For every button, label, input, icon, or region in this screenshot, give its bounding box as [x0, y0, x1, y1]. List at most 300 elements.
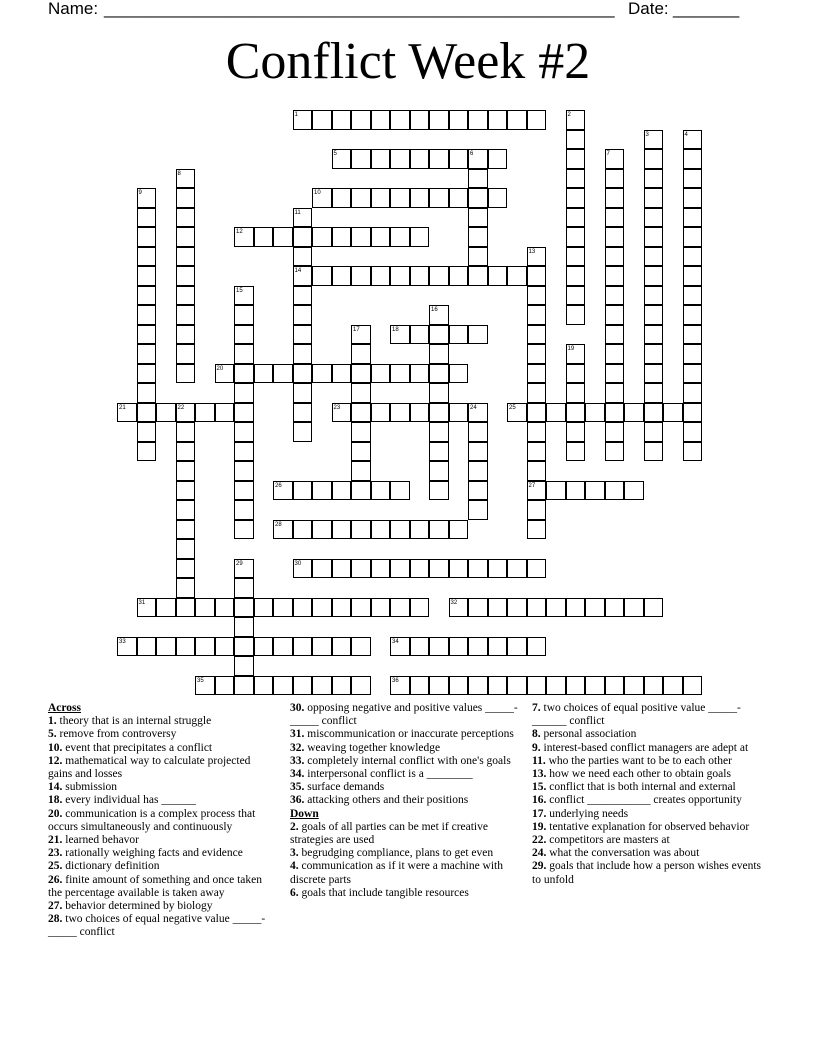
grid-cell[interactable] — [683, 130, 703, 150]
grid-cell[interactable] — [371, 520, 391, 540]
grid-cell[interactable] — [215, 598, 235, 618]
grid-cell[interactable] — [644, 305, 664, 325]
grid-cell[interactable] — [176, 266, 196, 286]
grid-cell[interactable] — [644, 227, 664, 247]
grid-cell[interactable] — [351, 676, 371, 696]
grid-cell[interactable] — [566, 286, 586, 306]
grid-cell[interactable] — [215, 676, 235, 696]
grid-cell[interactable] — [273, 637, 293, 657]
grid-cell[interactable] — [215, 403, 235, 423]
grid-cell[interactable] — [527, 442, 547, 462]
grid-cell[interactable] — [488, 676, 508, 696]
grid-cell[interactable] — [332, 637, 352, 657]
grid-cell[interactable] — [429, 305, 449, 325]
grid-cell[interactable] — [390, 676, 410, 696]
grid-cell[interactable] — [293, 208, 313, 228]
grid-cell[interactable] — [351, 559, 371, 579]
grid-cell[interactable] — [176, 325, 196, 345]
grid-cell[interactable] — [195, 403, 215, 423]
grid-cell[interactable] — [312, 110, 332, 130]
grid-cell[interactable] — [507, 598, 527, 618]
grid-cell[interactable] — [683, 305, 703, 325]
grid-cell[interactable] — [429, 149, 449, 169]
grid-cell[interactable] — [410, 403, 430, 423]
grid-cell[interactable] — [273, 598, 293, 618]
grid-cell[interactable] — [546, 481, 566, 501]
grid-cell[interactable] — [449, 598, 469, 618]
grid-cell[interactable] — [254, 227, 274, 247]
grid-cell[interactable] — [585, 403, 605, 423]
grid-cell[interactable] — [195, 637, 215, 657]
grid-cell[interactable] — [293, 305, 313, 325]
grid-cell[interactable] — [468, 247, 488, 267]
grid-cell[interactable] — [234, 325, 254, 345]
grid-cell[interactable] — [468, 227, 488, 247]
grid-cell[interactable] — [429, 559, 449, 579]
grid-cell[interactable] — [605, 481, 625, 501]
grid-cell[interactable] — [410, 364, 430, 384]
grid-cell[interactable] — [546, 598, 566, 618]
grid-cell[interactable] — [644, 188, 664, 208]
grid-cell[interactable] — [566, 344, 586, 364]
grid-cell[interactable] — [176, 481, 196, 501]
grid-cell[interactable] — [176, 559, 196, 579]
grid-cell[interactable] — [410, 559, 430, 579]
grid-cell[interactable] — [527, 637, 547, 657]
grid-cell[interactable] — [683, 266, 703, 286]
grid-cell[interactable] — [351, 325, 371, 345]
grid-cell[interactable] — [312, 676, 332, 696]
grid-cell[interactable] — [683, 247, 703, 267]
grid-cell[interactable] — [351, 481, 371, 501]
grid-cell[interactable] — [605, 305, 625, 325]
grid-cell[interactable] — [195, 676, 215, 696]
grid-cell[interactable] — [234, 559, 254, 579]
grid-cell[interactable] — [527, 247, 547, 267]
grid-cell[interactable] — [273, 520, 293, 540]
grid-cell[interactable] — [468, 110, 488, 130]
grid-cell[interactable] — [351, 637, 371, 657]
grid-cell[interactable] — [624, 481, 644, 501]
grid-cell[interactable] — [507, 559, 527, 579]
grid-cell[interactable] — [293, 598, 313, 618]
grid-cell[interactable] — [137, 403, 157, 423]
grid-cell[interactable] — [390, 266, 410, 286]
grid-cell[interactable] — [468, 442, 488, 462]
grid-cell[interactable] — [605, 169, 625, 189]
grid-cell[interactable] — [566, 149, 586, 169]
grid-cell[interactable] — [644, 344, 664, 364]
grid-cell[interactable] — [176, 247, 196, 267]
grid-cell[interactable] — [137, 247, 157, 267]
grid-cell[interactable] — [117, 637, 137, 657]
grid-cell[interactable] — [234, 637, 254, 657]
grid-cell[interactable] — [176, 305, 196, 325]
grid-cell[interactable] — [663, 403, 683, 423]
grid-cell[interactable] — [488, 266, 508, 286]
grid-cell[interactable] — [527, 364, 547, 384]
grid-cell[interactable] — [605, 442, 625, 462]
grid-cell[interactable] — [605, 364, 625, 384]
grid-cell[interactable] — [137, 383, 157, 403]
grid-cell[interactable] — [390, 364, 410, 384]
grid-cell[interactable] — [137, 637, 157, 657]
grid-cell[interactable] — [234, 403, 254, 423]
grid-cell[interactable] — [351, 266, 371, 286]
grid-cell[interactable] — [449, 637, 469, 657]
grid-cell[interactable] — [137, 598, 157, 618]
grid-cell[interactable] — [390, 188, 410, 208]
grid-cell[interactable] — [663, 676, 683, 696]
grid-cell[interactable] — [332, 149, 352, 169]
grid-cell[interactable] — [371, 598, 391, 618]
grid-cell[interactable] — [488, 637, 508, 657]
grid-cell[interactable] — [137, 266, 157, 286]
grid-cell[interactable] — [176, 403, 196, 423]
grid-cell[interactable] — [215, 637, 235, 657]
grid-cell[interactable] — [137, 442, 157, 462]
grid-cell[interactable] — [332, 403, 352, 423]
grid-cell[interactable] — [566, 481, 586, 501]
grid-cell[interactable] — [527, 325, 547, 345]
grid-cell[interactable] — [410, 598, 430, 618]
grid-cell[interactable] — [468, 266, 488, 286]
grid-cell[interactable] — [507, 403, 527, 423]
grid-cell[interactable] — [546, 676, 566, 696]
grid-cell[interactable] — [449, 266, 469, 286]
grid-cell[interactable] — [468, 676, 488, 696]
grid-cell[interactable] — [429, 481, 449, 501]
grid-cell[interactable] — [644, 422, 664, 442]
grid-cell[interactable] — [566, 110, 586, 130]
grid-cell[interactable] — [429, 637, 449, 657]
grid-cell[interactable] — [137, 364, 157, 384]
date-field[interactable]: _______ — [673, 0, 740, 18]
grid-cell[interactable] — [468, 325, 488, 345]
grid-cell[interactable] — [390, 110, 410, 130]
grid-cell[interactable] — [176, 442, 196, 462]
grid-cell[interactable] — [371, 110, 391, 130]
grid-cell[interactable] — [624, 403, 644, 423]
grid-cell[interactable] — [351, 364, 371, 384]
grid-cell[interactable] — [527, 559, 547, 579]
grid-cell[interactable] — [390, 481, 410, 501]
grid-cell[interactable] — [468, 481, 488, 501]
grid-cell[interactable] — [527, 266, 547, 286]
grid-cell[interactable] — [468, 188, 488, 208]
grid-cell[interactable] — [566, 188, 586, 208]
grid-cell[interactable] — [468, 149, 488, 169]
grid-cell[interactable] — [390, 598, 410, 618]
grid-cell[interactable] — [683, 364, 703, 384]
grid-cell[interactable] — [332, 227, 352, 247]
grid-cell[interactable] — [293, 481, 313, 501]
grid-cell[interactable] — [527, 500, 547, 520]
grid-cell[interactable] — [351, 344, 371, 364]
grid-cell[interactable] — [624, 598, 644, 618]
grid-cell[interactable] — [234, 676, 254, 696]
grid-cell[interactable] — [507, 637, 527, 657]
grid-cell[interactable] — [234, 442, 254, 462]
grid-cell[interactable] — [449, 364, 469, 384]
grid-cell[interactable] — [546, 403, 566, 423]
grid-cell[interactable] — [293, 383, 313, 403]
grid-cell[interactable] — [449, 188, 469, 208]
grid-cell[interactable] — [468, 208, 488, 228]
grid-cell[interactable] — [332, 188, 352, 208]
grid-cell[interactable] — [527, 383, 547, 403]
grid-cell[interactable] — [293, 676, 313, 696]
grid-cell[interactable] — [566, 598, 586, 618]
grid-cell[interactable] — [605, 208, 625, 228]
grid-cell[interactable] — [566, 422, 586, 442]
grid-cell[interactable] — [312, 520, 332, 540]
grid-cell[interactable] — [351, 422, 371, 442]
grid-cell[interactable] — [234, 617, 254, 637]
grid-cell[interactable] — [390, 559, 410, 579]
grid-cell[interactable] — [566, 169, 586, 189]
grid-cell[interactable] — [468, 461, 488, 481]
grid-cell[interactable] — [429, 344, 449, 364]
grid-cell[interactable] — [585, 598, 605, 618]
grid-cell[interactable] — [683, 188, 703, 208]
grid-cell[interactable] — [332, 559, 352, 579]
grid-cell[interactable] — [566, 266, 586, 286]
grid-cell[interactable] — [605, 325, 625, 345]
grid-cell[interactable] — [176, 188, 196, 208]
grid-cell[interactable] — [605, 422, 625, 442]
grid-cell[interactable] — [488, 188, 508, 208]
grid-cell[interactable] — [527, 598, 547, 618]
grid-cell[interactable] — [351, 520, 371, 540]
grid-cell[interactable] — [176, 578, 196, 598]
grid-cell[interactable] — [137, 227, 157, 247]
grid-cell[interactable] — [293, 286, 313, 306]
grid-cell[interactable] — [371, 188, 391, 208]
grid-cell[interactable] — [605, 676, 625, 696]
grid-cell[interactable] — [390, 637, 410, 657]
grid-cell[interactable] — [234, 227, 254, 247]
grid-cell[interactable] — [683, 208, 703, 228]
grid-cell[interactable] — [644, 598, 664, 618]
grid-cell[interactable] — [449, 149, 469, 169]
grid-cell[interactable] — [390, 325, 410, 345]
grid-cell[interactable] — [605, 403, 625, 423]
grid-cell[interactable] — [371, 266, 391, 286]
grid-cell[interactable] — [527, 676, 547, 696]
grid-cell[interactable] — [449, 676, 469, 696]
grid-cell[interactable] — [527, 422, 547, 442]
grid-cell[interactable] — [488, 149, 508, 169]
grid-cell[interactable] — [566, 442, 586, 462]
grid-cell[interactable] — [644, 325, 664, 345]
grid-cell[interactable] — [332, 481, 352, 501]
grid-cell[interactable] — [488, 598, 508, 618]
grid-cell[interactable] — [273, 676, 293, 696]
grid-cell[interactable] — [449, 110, 469, 130]
grid-cell[interactable] — [137, 325, 157, 345]
grid-cell[interactable] — [351, 383, 371, 403]
grid-cell[interactable] — [683, 286, 703, 306]
grid-cell[interactable] — [507, 676, 527, 696]
grid-cell[interactable] — [429, 676, 449, 696]
grid-cell[interactable] — [293, 403, 313, 423]
grid-cell[interactable] — [429, 383, 449, 403]
grid-cell[interactable] — [410, 227, 430, 247]
grid-cell[interactable] — [312, 598, 332, 618]
grid-cell[interactable] — [644, 383, 664, 403]
grid-cell[interactable] — [566, 676, 586, 696]
grid-cell[interactable] — [449, 403, 469, 423]
grid-cell[interactable] — [273, 364, 293, 384]
grid-cell[interactable] — [332, 520, 352, 540]
grid-cell[interactable] — [176, 461, 196, 481]
name-field[interactable]: ______________________________________________________ — [104, 0, 615, 18]
grid-cell[interactable] — [234, 286, 254, 306]
grid-cell[interactable] — [566, 208, 586, 228]
grid-cell[interactable] — [137, 286, 157, 306]
grid-cell[interactable] — [351, 403, 371, 423]
grid-cell[interactable] — [176, 286, 196, 306]
grid-cell[interactable] — [176, 227, 196, 247]
grid-cell[interactable] — [410, 188, 430, 208]
grid-cell[interactable] — [234, 305, 254, 325]
grid-cell[interactable] — [605, 344, 625, 364]
grid-cell[interactable] — [683, 422, 703, 442]
grid-cell[interactable] — [293, 266, 313, 286]
grid-cell[interactable] — [605, 383, 625, 403]
grid-cell[interactable] — [293, 364, 313, 384]
grid-cell[interactable] — [371, 364, 391, 384]
grid-cell[interactable] — [273, 481, 293, 501]
grid-cell[interactable] — [312, 266, 332, 286]
grid-cell[interactable] — [683, 403, 703, 423]
grid-cell[interactable] — [429, 110, 449, 130]
grid-cell[interactable] — [176, 344, 196, 364]
grid-cell[interactable] — [468, 637, 488, 657]
grid-cell[interactable] — [429, 403, 449, 423]
grid-cell[interactable] — [683, 325, 703, 345]
grid-cell[interactable] — [312, 481, 332, 501]
grid-cell[interactable] — [449, 520, 469, 540]
grid-cell[interactable] — [644, 149, 664, 169]
grid-cell[interactable] — [351, 442, 371, 462]
grid-cell[interactable] — [254, 637, 274, 657]
grid-cell[interactable] — [293, 520, 313, 540]
grid-cell[interactable] — [371, 403, 391, 423]
grid-cell[interactable] — [488, 110, 508, 130]
grid-cell[interactable] — [234, 422, 254, 442]
grid-cell[interactable] — [644, 442, 664, 462]
grid-cell[interactable] — [429, 325, 449, 345]
grid-cell[interactable] — [449, 325, 469, 345]
grid-cell[interactable] — [468, 422, 488, 442]
grid-cell[interactable] — [683, 149, 703, 169]
grid-cell[interactable] — [429, 422, 449, 442]
grid-cell[interactable] — [605, 286, 625, 306]
grid-cell[interactable] — [605, 598, 625, 618]
grid-cell[interactable] — [176, 598, 196, 618]
grid-cell[interactable] — [390, 227, 410, 247]
grid-cell[interactable] — [215, 364, 235, 384]
grid-cell[interactable] — [527, 520, 547, 540]
grid-cell[interactable] — [507, 110, 527, 130]
grid-cell[interactable] — [410, 637, 430, 657]
grid-cell[interactable] — [429, 266, 449, 286]
grid-cell[interactable] — [371, 227, 391, 247]
grid-cell[interactable] — [332, 266, 352, 286]
grid-cell[interactable] — [488, 559, 508, 579]
grid-cell[interactable] — [371, 149, 391, 169]
grid-cell[interactable] — [390, 403, 410, 423]
grid-cell[interactable] — [468, 598, 488, 618]
grid-cell[interactable] — [410, 110, 430, 130]
grid-cell[interactable] — [644, 208, 664, 228]
grid-cell[interactable] — [254, 676, 274, 696]
grid-cell[interactable] — [468, 500, 488, 520]
grid-cell[interactable] — [332, 110, 352, 130]
grid-cell[interactable] — [410, 266, 430, 286]
grid-cell[interactable] — [234, 520, 254, 540]
grid-cell[interactable] — [507, 266, 527, 286]
grid-cell[interactable] — [234, 656, 254, 676]
grid-cell[interactable] — [566, 364, 586, 384]
grid-cell[interactable] — [527, 461, 547, 481]
grid-cell[interactable] — [234, 344, 254, 364]
grid-cell[interactable] — [585, 676, 605, 696]
grid-cell[interactable] — [683, 169, 703, 189]
grid-cell[interactable] — [351, 598, 371, 618]
grid-cell[interactable] — [371, 481, 391, 501]
grid-cell[interactable] — [351, 149, 371, 169]
grid-cell[interactable] — [351, 110, 371, 130]
grid-cell[interactable] — [332, 676, 352, 696]
grid-cell[interactable] — [527, 481, 547, 501]
grid-cell[interactable] — [293, 110, 313, 130]
grid-cell[interactable] — [683, 344, 703, 364]
grid-cell[interactable] — [644, 266, 664, 286]
grid-cell[interactable] — [351, 188, 371, 208]
grid-cell[interactable] — [234, 364, 254, 384]
grid-cell[interactable] — [332, 598, 352, 618]
grid-cell[interactable] — [176, 364, 196, 384]
grid-cell[interactable] — [527, 286, 547, 306]
grid-cell[interactable] — [644, 130, 664, 150]
grid-cell[interactable] — [156, 598, 176, 618]
grid-cell[interactable] — [605, 149, 625, 169]
grid-cell[interactable] — [683, 676, 703, 696]
grid-cell[interactable] — [605, 188, 625, 208]
grid-cell[interactable] — [624, 676, 644, 696]
grid-cell[interactable] — [312, 188, 332, 208]
grid-cell[interactable] — [566, 130, 586, 150]
grid-cell[interactable] — [566, 383, 586, 403]
grid-cell[interactable] — [429, 364, 449, 384]
grid-cell[interactable] — [566, 247, 586, 267]
grid-cell[interactable] — [644, 364, 664, 384]
grid-cell[interactable] — [410, 325, 430, 345]
grid-cell[interactable] — [371, 559, 391, 579]
grid-cell[interactable] — [234, 598, 254, 618]
grid-cell[interactable] — [234, 500, 254, 520]
grid-cell[interactable] — [332, 364, 352, 384]
grid-cell[interactable] — [683, 383, 703, 403]
grid-cell[interactable] — [527, 110, 547, 130]
grid-cell[interactable] — [390, 520, 410, 540]
grid-cell[interactable] — [410, 676, 430, 696]
grid-cell[interactable] — [644, 403, 664, 423]
grid-cell[interactable] — [312, 559, 332, 579]
